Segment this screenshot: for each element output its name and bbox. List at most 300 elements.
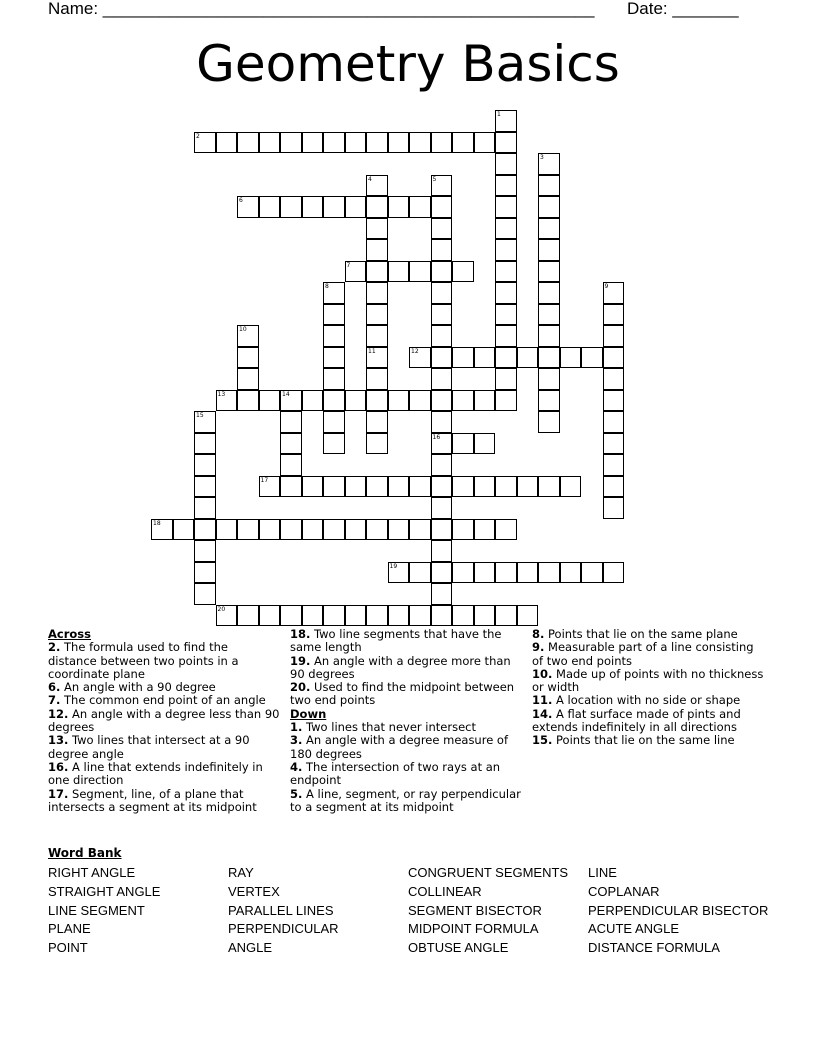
crossword-cell[interactable] xyxy=(280,411,302,433)
crossword-cell[interactable] xyxy=(431,239,453,261)
crossword-cell[interactable] xyxy=(495,110,517,132)
crossword-cell[interactable] xyxy=(474,347,496,369)
crossword-cell[interactable] xyxy=(237,196,259,218)
clue xyxy=(48,734,280,761)
clue-number: 2 xyxy=(196,132,200,140)
crossword-cell[interactable] xyxy=(366,282,388,304)
name-line: Name: ____________________________________________________ xyxy=(48,0,595,18)
crossword-cell[interactable] xyxy=(452,390,474,412)
crossword-cell[interactable] xyxy=(431,282,453,304)
word-bank-word: MIDPOINT FORMULA xyxy=(408,921,539,937)
crossword-cell[interactable] xyxy=(366,239,388,261)
crossword-cell[interactable] xyxy=(409,390,431,412)
crossword-cell[interactable] xyxy=(581,562,603,584)
crossword-cell[interactable] xyxy=(323,411,345,433)
crossword-cell[interactable] xyxy=(302,476,324,498)
crossword-cell[interactable] xyxy=(280,390,302,412)
crossword-cell[interactable] xyxy=(495,239,517,261)
clue-text: An angle with a degree less than 90 degrees xyxy=(48,706,280,735)
crossword-cell[interactable] xyxy=(431,540,453,562)
clue xyxy=(48,641,280,681)
crossword-cell[interactable] xyxy=(409,347,431,369)
crossword-cell[interactable] xyxy=(280,519,302,541)
clue-number: 8 xyxy=(325,283,329,290)
date-line: Date: _______ xyxy=(627,0,739,18)
crossword-cell[interactable] xyxy=(431,304,453,326)
clue-number: 4 xyxy=(368,175,372,183)
crossword-cell[interactable] xyxy=(452,261,474,283)
clue-text: An angle with a degree more than 90 degrees xyxy=(290,653,511,681)
crossword-cell[interactable] xyxy=(538,153,560,175)
clue-text: Two lines that intersect at a 90 degree angle xyxy=(48,733,250,761)
crossword-cell[interactable] xyxy=(538,368,560,390)
page-title: Geometry Basics xyxy=(196,35,620,93)
crossword-cell[interactable] xyxy=(431,562,453,584)
crossword-cell[interactable] xyxy=(431,261,453,283)
clue-text: The formula used to find the distance between two points in a coordinate plane xyxy=(48,640,239,681)
clue-number: 7 xyxy=(346,261,351,269)
crossword-cell[interactable] xyxy=(431,605,453,627)
clue-text: Used to find the midpoint between two end points xyxy=(290,680,515,708)
crossword-cell[interactable] xyxy=(173,519,195,541)
crossword-cell[interactable] xyxy=(409,605,431,627)
crossword-cell[interactable] xyxy=(302,132,324,154)
crossword-cell[interactable] xyxy=(431,497,453,519)
clue-number: 9 xyxy=(604,283,609,290)
crossword-cell[interactable] xyxy=(538,562,560,584)
clue-number: 5 xyxy=(432,175,437,183)
crossword-cell[interactable] xyxy=(259,196,281,218)
word-bank-word: OBTUSE ANGLE xyxy=(408,940,509,956)
crossword-cell[interactable] xyxy=(603,368,625,390)
crossword-cell[interactable] xyxy=(495,390,517,412)
word-bank-word: LINE xyxy=(588,865,617,880)
crossword-cell[interactable] xyxy=(388,132,410,154)
clue-number: 16 xyxy=(432,433,441,441)
crossword-cell[interactable] xyxy=(560,562,582,584)
crossword-cell[interactable] xyxy=(302,519,324,541)
clue-text: A location with no side or shape xyxy=(556,693,741,708)
crossword-cell[interactable] xyxy=(345,132,367,154)
crossword-cell[interactable] xyxy=(409,476,431,498)
crossword-cell[interactable] xyxy=(259,519,281,541)
crossword-cell[interactable] xyxy=(603,562,625,584)
crossword-cell[interactable] xyxy=(366,325,388,347)
crossword-cell[interactable] xyxy=(474,519,496,541)
crossword-cell[interactable] xyxy=(280,605,302,627)
clue xyxy=(290,734,522,761)
crossword-cell[interactable] xyxy=(409,196,431,218)
crossword-cell[interactable] xyxy=(323,132,345,154)
word-bank-word: PERPENDICULAR xyxy=(228,921,339,937)
clue-number: 8. xyxy=(532,627,545,641)
clue-text: A line, segment, or ray perpendicular to a segment at its midpoint xyxy=(290,786,521,814)
crossword-cell[interactable] xyxy=(194,562,216,584)
clue-number: 16. xyxy=(48,759,69,774)
crossword-cell[interactable] xyxy=(302,605,324,627)
crossword-cell[interactable] xyxy=(538,282,560,304)
crossword-cell[interactable] xyxy=(495,368,517,390)
clue-text: A line that extends indefinitely in one direction xyxy=(48,759,263,788)
crossword-cell[interactable] xyxy=(538,325,560,347)
word-bank-word: PARALLEL LINES xyxy=(228,902,334,918)
crossword-cell[interactable] xyxy=(323,368,345,390)
crossword-cell[interactable] xyxy=(259,476,281,498)
crossword-cell[interactable] xyxy=(237,132,259,154)
clue-number: 17. xyxy=(48,786,69,801)
crossword-cell[interactable] xyxy=(538,196,560,218)
crossword-cell[interactable] xyxy=(517,347,539,369)
crossword-cell[interactable] xyxy=(474,132,496,154)
crossword-cell[interactable] xyxy=(323,282,345,304)
crossword-cell[interactable] xyxy=(323,519,345,541)
crossword-cell[interactable] xyxy=(388,196,410,218)
crossword-cell[interactable] xyxy=(452,433,474,455)
crossword-cell[interactable] xyxy=(388,476,410,498)
crossword-cell[interactable] xyxy=(474,605,496,627)
crossword-cell[interactable] xyxy=(237,390,259,412)
word-bank-word: PLANE xyxy=(48,921,91,937)
clue xyxy=(290,721,522,734)
crossword-cell[interactable] xyxy=(194,519,216,541)
crossword-cell[interactable] xyxy=(280,454,302,476)
crossword-cell[interactable] xyxy=(345,476,367,498)
crossword-cell[interactable] xyxy=(302,390,324,412)
clue xyxy=(48,708,280,735)
crossword-cell[interactable] xyxy=(495,562,517,584)
crossword-cell[interactable] xyxy=(345,519,367,541)
word-bank-word: SEGMENT BISECTOR xyxy=(408,902,542,918)
word-bank-word: ACUTE ANGLE xyxy=(588,921,680,937)
crossword-cell[interactable] xyxy=(431,411,453,433)
crossword-cell[interactable] xyxy=(538,218,560,240)
crossword-cell[interactable] xyxy=(495,218,517,240)
crossword-cell[interactable] xyxy=(388,261,410,283)
clue-text: The common end point of an angle xyxy=(64,693,266,708)
word-bank-word: DISTANCE FORMULA xyxy=(588,940,720,956)
crossword-cell[interactable] xyxy=(431,390,453,412)
crossword-cell[interactable] xyxy=(495,347,517,369)
crossword-cell[interactable] xyxy=(259,390,281,412)
clue-text: Segment, line, of a plane that intersects a segment at its midpoint xyxy=(48,786,257,814)
clue xyxy=(532,628,764,641)
word-bank-title: Word Bank xyxy=(48,846,122,860)
crossword-cell[interactable] xyxy=(474,390,496,412)
crossword-cell[interactable] xyxy=(431,347,453,369)
crossword-cell[interactable] xyxy=(388,605,410,627)
clue-number: 14. xyxy=(532,706,553,721)
clue xyxy=(532,668,764,695)
crossword-cell[interactable] xyxy=(581,347,603,369)
crossword-cell[interactable] xyxy=(194,540,216,562)
clue-number: 3. xyxy=(290,733,303,748)
crossword-cell[interactable] xyxy=(431,476,453,498)
crossword-cell[interactable] xyxy=(345,261,367,283)
crossword-cell[interactable] xyxy=(538,304,560,326)
crossword-cell[interactable] xyxy=(237,325,259,347)
crossword-cell[interactable] xyxy=(409,562,431,584)
crossword-cell[interactable] xyxy=(366,411,388,433)
crossword-cell[interactable] xyxy=(495,153,517,175)
crossword-cell[interactable] xyxy=(495,196,517,218)
crossword-cell[interactable] xyxy=(280,433,302,455)
crossword-cell[interactable] xyxy=(603,497,625,519)
crossword-cell[interactable] xyxy=(388,562,410,584)
crossword-cell[interactable] xyxy=(237,347,259,369)
clue-number: 1 xyxy=(497,111,501,118)
crossword-cell[interactable] xyxy=(323,433,345,455)
clue-number: 13 xyxy=(217,390,226,398)
crossword-cell[interactable] xyxy=(366,605,388,627)
clue-number: 12. xyxy=(48,706,69,721)
crossword-cell[interactable] xyxy=(517,476,539,498)
clue-text: Two line segments that have the same length xyxy=(290,627,502,655)
crossword-cell[interactable] xyxy=(366,261,388,283)
clue xyxy=(290,761,522,788)
crossword-cell[interactable] xyxy=(431,433,453,455)
clue-number: 12 xyxy=(411,347,419,355)
crossword-cell[interactable] xyxy=(538,239,560,261)
clue-number: 15 xyxy=(196,412,204,419)
clue-text: An angle with a degree measure of 180 degrees xyxy=(290,733,509,761)
clue-number: 18 xyxy=(153,519,161,527)
word-bank-column-2 xyxy=(228,864,339,958)
crossword-cell[interactable] xyxy=(560,347,582,369)
crossword-cell[interactable] xyxy=(603,347,625,369)
crossword-cell[interactable] xyxy=(452,562,474,584)
crossword-cell[interactable] xyxy=(495,282,517,304)
crossword-cell[interactable] xyxy=(259,605,281,627)
clue xyxy=(290,788,522,815)
crossword-cell[interactable] xyxy=(366,433,388,455)
crossword-cell[interactable] xyxy=(151,519,173,541)
word-bank-column-4 xyxy=(588,864,768,958)
crossword-cell[interactable] xyxy=(323,304,345,326)
crossword-cell[interactable] xyxy=(194,411,216,433)
crossword-cell[interactable] xyxy=(323,196,345,218)
crossword-cell[interactable] xyxy=(323,605,345,627)
word-bank-word: COLLINEAR xyxy=(408,883,482,899)
clue xyxy=(48,788,280,815)
crossword-cell[interactable] xyxy=(366,132,388,154)
crossword-cell[interactable] xyxy=(366,304,388,326)
crossword-cell[interactable] xyxy=(603,476,625,498)
crossword-cell[interactable] xyxy=(603,304,625,326)
clue-number: 2. xyxy=(48,640,61,655)
crossword-cell[interactable] xyxy=(345,196,367,218)
clue-number: 20. xyxy=(290,680,311,695)
crossword-cell[interactable] xyxy=(495,476,517,498)
clue-number: 10. xyxy=(532,666,553,681)
crossword-cell[interactable] xyxy=(216,519,238,541)
clue-number: 10 xyxy=(239,326,247,333)
crossword-cell[interactable] xyxy=(194,583,216,605)
word-bank-word: VERTEX xyxy=(228,883,280,899)
crossword-cell[interactable] xyxy=(474,562,496,584)
crossword-cell[interactable] xyxy=(345,390,367,412)
clue-number: 19. xyxy=(290,653,311,668)
crossword-cell[interactable] xyxy=(366,347,388,369)
clue-text: Two lines that never intersect xyxy=(306,720,476,735)
clue-number: 19 xyxy=(389,562,398,570)
crossword-cell[interactable] xyxy=(366,476,388,498)
crossword-cell[interactable] xyxy=(366,390,388,412)
word-bank-word: PERPENDICULAR BISECTOR xyxy=(588,902,769,918)
clue xyxy=(290,628,522,655)
crossword-cell[interactable] xyxy=(495,519,517,541)
crossword-cell[interactable] xyxy=(323,325,345,347)
crossword-cell[interactable] xyxy=(452,605,474,627)
crossword-cell[interactable] xyxy=(409,519,431,541)
crossword-cell[interactable] xyxy=(194,433,216,455)
clue-number: 11 xyxy=(368,347,376,355)
clue xyxy=(532,708,764,735)
crossword-cell[interactable] xyxy=(603,454,625,476)
crossword-cell[interactable] xyxy=(431,368,453,390)
crossword-cell[interactable] xyxy=(323,390,345,412)
crossword-cell[interactable] xyxy=(194,132,216,154)
crossword-cell[interactable] xyxy=(495,261,517,283)
crossword-cell[interactable] xyxy=(603,433,625,455)
crossword-cell[interactable] xyxy=(366,196,388,218)
clue-number: 3 xyxy=(540,154,544,161)
clue-text: Measurable part of a line consisting of two end points xyxy=(532,640,754,668)
clue-number: 6 xyxy=(239,197,243,204)
clue xyxy=(532,641,764,668)
crossword-cell[interactable] xyxy=(517,562,539,584)
crossword-cell[interactable] xyxy=(538,347,560,369)
clue-section-header: Across xyxy=(48,627,91,641)
crossword-cell[interactable] xyxy=(603,282,625,304)
clue-number: 20 xyxy=(217,605,226,613)
clue-number: 17 xyxy=(260,476,269,484)
crossword-cell[interactable] xyxy=(431,218,453,240)
crossword-cell[interactable] xyxy=(237,605,259,627)
word-bank-word: LINE SEGMENT xyxy=(48,902,145,918)
crossword-cell[interactable] xyxy=(474,433,496,455)
clue-text: Points that lie on the same line xyxy=(556,733,735,748)
crossword-cell[interactable] xyxy=(603,390,625,412)
crossword-cell[interactable] xyxy=(603,411,625,433)
clue-text: An angle with a 90 degree xyxy=(64,680,216,695)
crossword-cell[interactable] xyxy=(431,519,453,541)
crossword-cell[interactable] xyxy=(517,605,539,627)
crossword-cell[interactable] xyxy=(474,476,496,498)
word-bank-column-3 xyxy=(408,864,568,958)
clue-text: A flat surface made of pints and extends indefinitely in all directions xyxy=(532,706,741,735)
crossword-cell[interactable] xyxy=(280,476,302,498)
crossword-cell[interactable] xyxy=(431,175,453,197)
clue xyxy=(48,694,280,707)
word-bank-word: COPLANAR xyxy=(588,883,660,899)
crossword-cell[interactable] xyxy=(431,454,453,476)
crossword-cell[interactable] xyxy=(495,132,517,154)
clue-number: 5. xyxy=(290,786,303,801)
clue xyxy=(48,681,280,694)
crossword-cell[interactable] xyxy=(538,175,560,197)
crossword-cell[interactable] xyxy=(194,476,216,498)
crossword-cell[interactable] xyxy=(409,132,431,154)
clue-number: 9. xyxy=(532,640,545,655)
crossword-cell[interactable] xyxy=(280,196,302,218)
clues-column-2 xyxy=(290,628,522,814)
word-bank-word: CONGRUENT SEGMENTS xyxy=(408,865,569,880)
word-bank-word: RIGHT ANGLE xyxy=(48,865,136,880)
crossword-cell[interactable] xyxy=(366,368,388,390)
crossword-cell[interactable] xyxy=(495,175,517,197)
crossword-cell[interactable] xyxy=(452,347,474,369)
crossword-cell[interactable] xyxy=(538,261,560,283)
word-bank-column-1 xyxy=(48,864,160,958)
crossword-cell[interactable] xyxy=(538,390,560,412)
crossword-cell[interactable] xyxy=(216,132,238,154)
crossword-cell[interactable] xyxy=(216,390,238,412)
crossword-cell[interactable] xyxy=(194,454,216,476)
crossword-cell[interactable] xyxy=(237,368,259,390)
crossword-cell[interactable] xyxy=(452,132,474,154)
crossword-cell[interactable] xyxy=(366,218,388,240)
crossword-cell[interactable] xyxy=(388,519,410,541)
crossword-cell[interactable] xyxy=(259,132,281,154)
clues-column-3 xyxy=(532,628,764,748)
clue xyxy=(48,761,280,788)
clue-section-header: Down xyxy=(290,706,327,721)
crossword-cell[interactable] xyxy=(409,261,431,283)
crossword-cell[interactable] xyxy=(538,476,560,498)
crossword-cell[interactable] xyxy=(495,605,517,627)
crossword-cell[interactable] xyxy=(431,583,453,605)
crossword-cell[interactable] xyxy=(216,605,238,627)
crossword-cell[interactable] xyxy=(452,519,474,541)
crossword-cell[interactable] xyxy=(452,476,474,498)
clue xyxy=(532,694,764,707)
crossword-cell[interactable] xyxy=(603,325,625,347)
crossword-cell[interactable] xyxy=(280,132,302,154)
crossword-cell[interactable] xyxy=(323,347,345,369)
crossword-cell[interactable] xyxy=(323,476,345,498)
word-bank-word: POINT xyxy=(48,940,88,956)
crossword-cell[interactable] xyxy=(388,390,410,412)
word-bank-word: STRAIGHT ANGLE xyxy=(48,883,161,899)
crossword-cell[interactable] xyxy=(366,175,388,197)
crossword-cell[interactable] xyxy=(302,196,324,218)
clue-number: 4. xyxy=(290,759,303,774)
clue xyxy=(290,655,522,682)
crossword-cell[interactable] xyxy=(431,325,453,347)
crossword-cell[interactable] xyxy=(431,132,453,154)
crossword-cell[interactable] xyxy=(431,196,453,218)
clue-number: 18. xyxy=(290,627,311,641)
crossword-cell[interactable] xyxy=(194,497,216,519)
crossword-cell[interactable] xyxy=(237,519,259,541)
clue-number: 11. xyxy=(532,693,553,708)
word-bank-word: ANGLE xyxy=(228,940,273,956)
crossword-cell[interactable] xyxy=(538,411,560,433)
crossword-cell[interactable] xyxy=(366,519,388,541)
crossword-cell[interactable] xyxy=(560,476,582,498)
crossword-cell[interactable] xyxy=(345,605,367,627)
clue-number: 15. xyxy=(532,733,553,748)
clue xyxy=(290,681,522,708)
crossword-cell[interactable] xyxy=(495,304,517,326)
clue-text: Made up of points with no thickness or width xyxy=(532,666,764,695)
crossword-cell[interactable] xyxy=(495,325,517,347)
clue-text: The intersection of two rays at an endpoint xyxy=(290,759,501,788)
clue-number: 6. xyxy=(48,680,61,695)
clue-number: 13. xyxy=(48,733,69,748)
clue-number: 7. xyxy=(48,693,61,708)
clue-number: 14 xyxy=(282,390,290,398)
